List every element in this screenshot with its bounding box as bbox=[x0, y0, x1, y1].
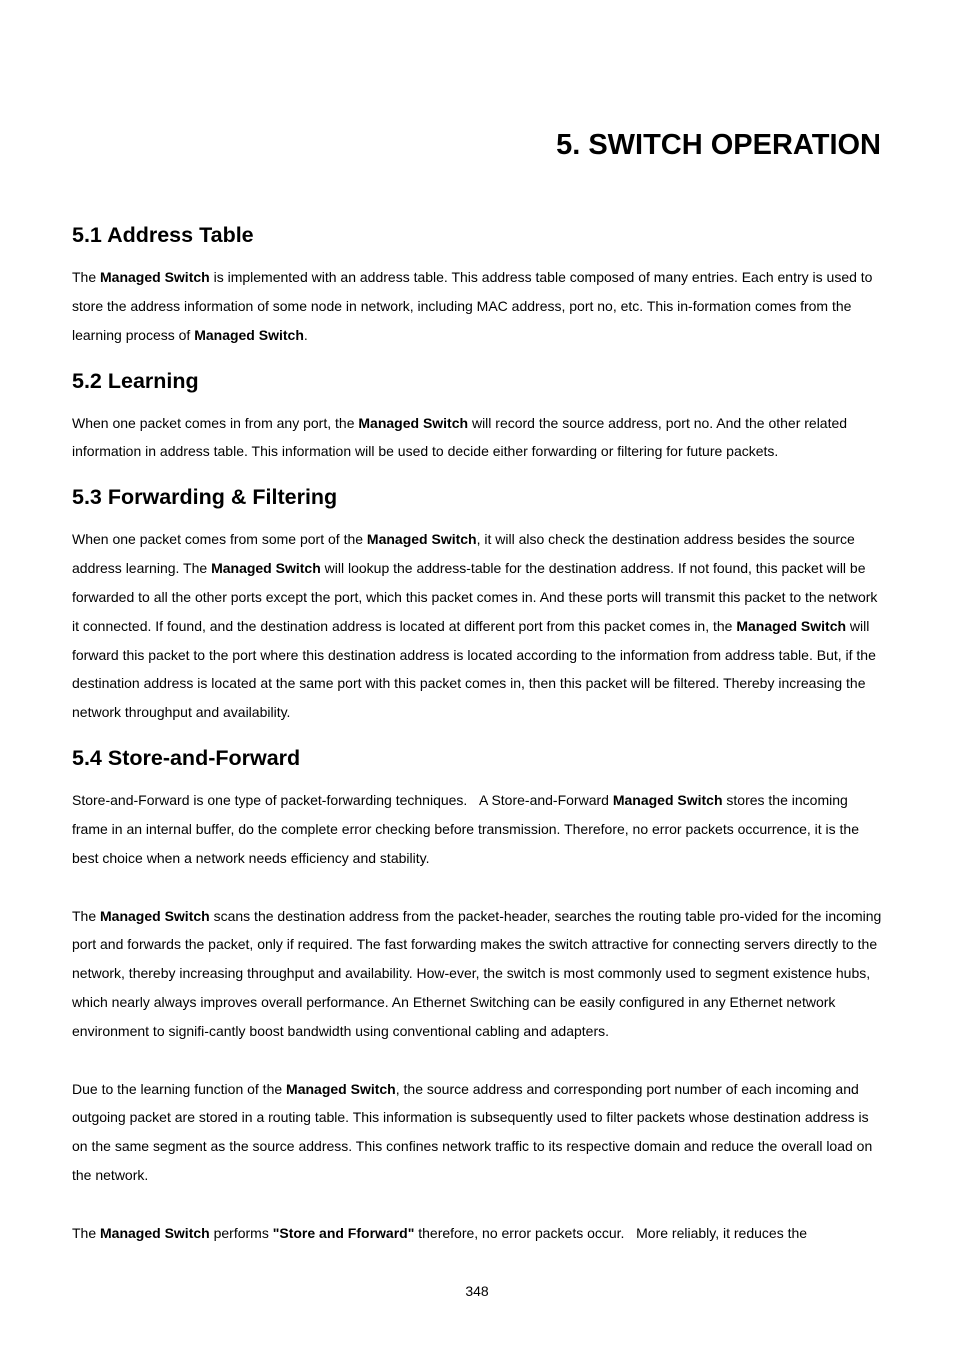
paragraph: When one packet comes in from any port, the Managed Switch will record the source address, port no. And the other related information in address table. This information will be used to decide either forwarding or filtering for future packets. bbox=[72, 414, 848, 460]
bold-term: Managed Switch bbox=[366, 531, 477, 548]
paragraph: Store-and-Forward is one type of packet-forwarding techniques. A Store-and-Forward Managed Switch stores the incoming frame in an internal buffer, do the complete error checking before transmission. Therefore, no error packets occurrence, it is the best choice when a network needs efficiency and stability. bbox=[72, 792, 859, 866]
paragraph: The Managed Switch performs "Store and Fforward" therefore, no error packets occur. More reliably, it reduces the bbox=[72, 1224, 808, 1241]
section-forwarding-filtering bbox=[72, 480, 884, 727]
section-heading: 5.2 Learning bbox=[72, 368, 199, 393]
bold-term: Managed Switch bbox=[100, 269, 210, 285]
bold-term: Managed Switch bbox=[286, 1080, 396, 1097]
bold-term: Managed Switch bbox=[100, 1224, 210, 1241]
bold-term: Managed Switch bbox=[612, 792, 723, 809]
page-title: 5. SWITCH OPERATION bbox=[556, 129, 881, 161]
bold-term: "Store and Fforward" bbox=[272, 1224, 415, 1241]
section-address-table bbox=[72, 218, 884, 350]
section-heading: 5.3 Forwarding & Filtering bbox=[72, 485, 338, 510]
paragraph: The Managed Switch is implemented with an address table. This address table composed of many entries. Each entry is used to store the address information of some node in network, including MAC address, port no, etc. This in-formation comes from the learning process of Managed Switch. bbox=[72, 269, 873, 343]
paragraph: The Managed Switch scans the destination address from the packet-header, searches the routing table pro-vided for the incoming port and forwards the packet, only if required. The fast forwarding makes the switch attractive for connecting servers directly to the network, thereby increasing throughput and availability. How-ever, the switch is most commonly used to segment existence hubs, which nearly always improves overall performance. An Ethernet Switching can be easily configured in any Ethernet network environment to signifi-cantly boost bandwidth using conventional cabling and adapters. bbox=[72, 907, 882, 1039]
section-learning bbox=[72, 364, 884, 467]
bold-term: Managed Switch bbox=[736, 617, 847, 634]
section-heading: 5.1 Address Table bbox=[72, 223, 254, 247]
paragraph: Due to the learning function of the Managed Switch, the source address and corresponding port number of each incoming and outgoing packet are stored in a routing table. This information is subsequently used to filter packets whose destination address is on the same segment as the source address. This confines network traffic to its respective domain and reduce the overall load on the network. bbox=[72, 1080, 873, 1184]
bold-term: Managed Switch bbox=[211, 560, 321, 577]
bold-term: Managed Switch bbox=[100, 907, 210, 924]
bold-term: Managed Switch bbox=[194, 326, 304, 343]
page-number: 348 bbox=[465, 1283, 489, 1299]
document-body bbox=[72, 218, 884, 1248]
paragraph: When one packet comes from some port of the Managed Switch, it will also check the destination address besides the source address learning. The Managed Switch will lookup the address-table for the destination address. If not found, this packet will be forwarded to all the other ports except the port, which this packet comes in. And these ports will transmit this packet to the network it connected. If found, and the destination address is located at different port from this packet comes in, the Managed Switch will forward this packet to the port where this destination address is located according to the information from address table. But, if the destination address is located at the same port with this packet comes in, then this packet will be filtered. Thereby increasing the network throughput and availability. bbox=[72, 531, 878, 721]
section-store-and-forward bbox=[72, 741, 884, 1248]
bold-term: Managed Switch bbox=[358, 414, 469, 431]
section-heading: 5.4 Store-and-Forward bbox=[72, 746, 301, 771]
